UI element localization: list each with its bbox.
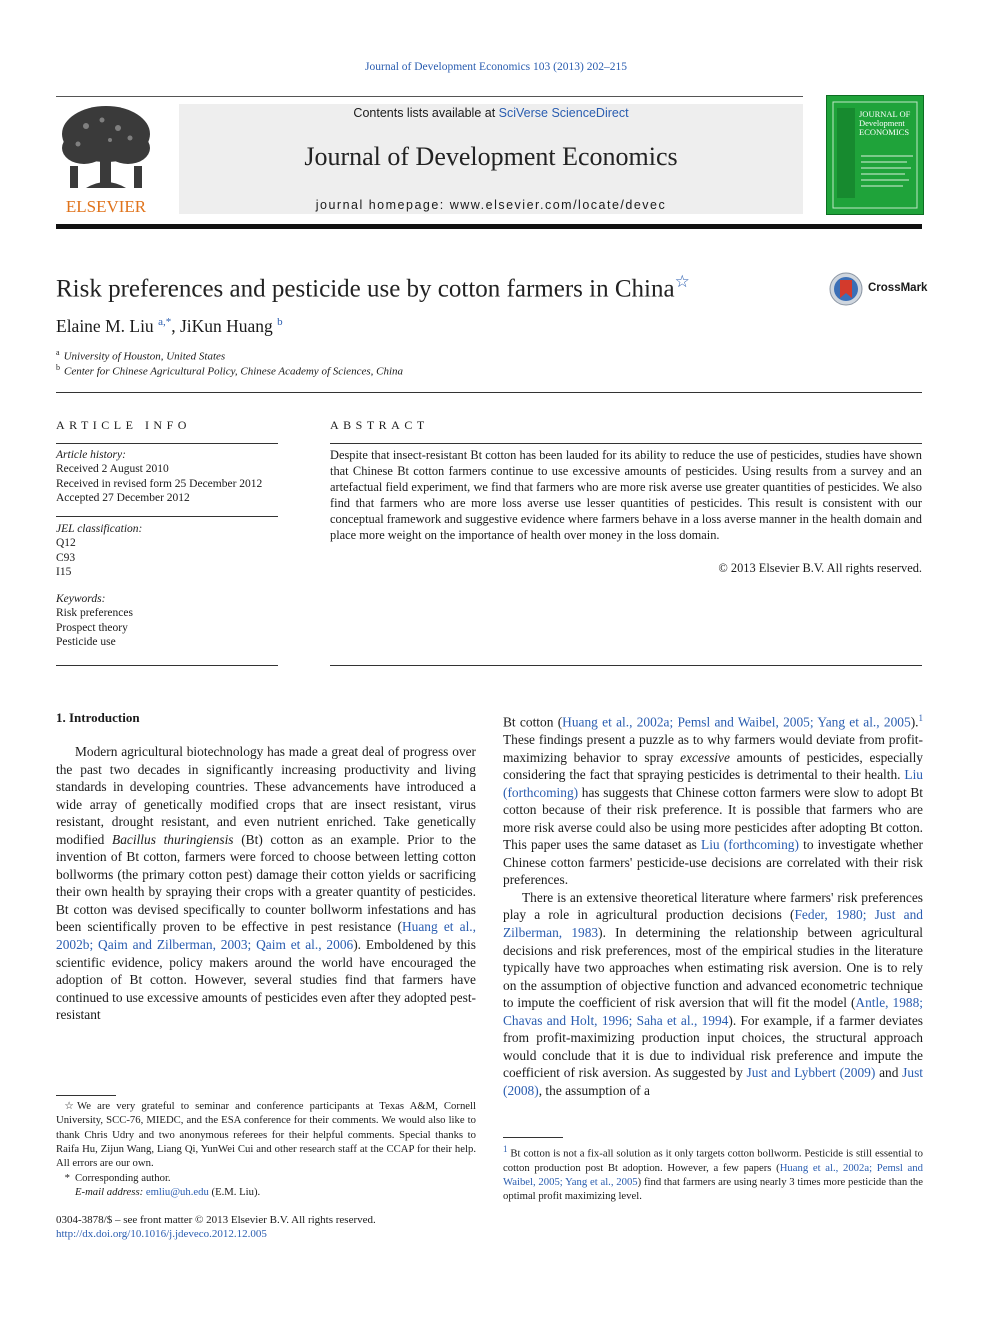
header-top-rule: [56, 96, 803, 97]
footnote-text: We are very grateful to seminar and conference participants at Texas A&M, Cornell University, SCC-76, MIEDC, and the ESA conference for their comments. We would also like to thank Chris Udry and two anonymous referees for their helpful comments. Special thanks to Raifa Hu, Zijun Wang, Liang Qi, YunWei Cui and other research staff at the CCAP for their help. All errors are our own.: [56, 1100, 476, 1170]
text-run: and: [875, 1065, 903, 1081]
paragraph: [503, 889, 923, 1100]
divider: [56, 443, 278, 444]
crossmark-badge[interactable]: [829, 271, 928, 307]
author-marks[interactable]: b: [277, 316, 283, 329]
text-run: Bt cotton is not a fix-all solution as it only targets cotton bollworm. Pesticide is still essential to cotton production post Bt adoption. However, a few papers (: [503, 1147, 923, 1174]
affiliation-text: University of Houston, United States: [63, 350, 226, 363]
paragraph: [503, 710, 923, 889]
article-history: [56, 448, 278, 505]
jel-code: C93: [56, 551, 76, 564]
text-run: ). For example, if a farmer deviates from profit-maximizing production input choices, the structural approach would conclude that it is due to individual risk preference and impute the coefficient of risk aversion. As suggested by: [503, 1012, 923, 1081]
footnote-email: [75, 1185, 475, 1199]
article-title-text: Risk preferences and pesticide use by cotton farmers in China: [56, 275, 675, 303]
jel-label: JEL classification:: [56, 523, 143, 535]
text-run: There is an extensive theoretical literature where farmers' risk preferences play a role in agricultural production decisions (: [503, 889, 923, 923]
history-item: Received 2 August 2010: [56, 463, 169, 476]
text-run: Modern agricultural biotechnology has made a great deal of progress over the past two decades in significantly increasing productivity and living standards in developing countries. These advancements have introduced a wide array of genetically modified crops that are insect resistant, virus resistant, drought resistant, and even nutrient enriched. Take genetically modified: [56, 744, 476, 847]
footnote-rule: [56, 1095, 116, 1096]
text-run: has suggests that Chinese cotton farmers were slow to adopt Bt cotton because of their risk preference. It is possible that farmers who are more risk averse could also be using more pesticides after adopting Bt cotton. This paper uses the same dataset as: [503, 784, 923, 853]
citation-link[interactable]: Huang et al., 2002b; Qaim and Zilberman, 2003; Qaim et al., 2006: [56, 919, 476, 953]
footnote-text: Corresponding author.: [75, 1172, 171, 1184]
footnote-ref[interactable]: 1: [918, 713, 923, 723]
body-column-left: [56, 743, 476, 1024]
text-run: Bt cotton (: [503, 714, 563, 730]
citation-link[interactable]: Huang et al., 2002a; Pemsl and Waibel, 2005; Yang et al., 2005: [562, 714, 911, 730]
italic-text: excessive: [680, 749, 730, 765]
elsevier-tree-icon: [56, 104, 156, 216]
elsevier-wordmark: ELSEVIER: [65, 197, 147, 216]
text-run: ). Emboldened by this scientific evidence, policy makers around the world have encouraged the adoption of Bt cotton. However, several studies find that farmers have continued to use excessive amounts of pesticides even after they adopted pest-resistant: [56, 937, 476, 1023]
text-run: (Bt) cotton as an example. Prior to the invention of Bt cotton, farmers were forced to choose between letting cotton bollworms (the primary cotton pest) damage their cotton yields or sacrificing their own health by spraying their crops with a greater quantity of pesticides. Bt cotton was devised specifically to counter bollworm infestations and has been scientifically proven to be effective in pest resistance (: [56, 831, 476, 935]
citation-link[interactable]: Just and Lybbert (2009): [746, 1065, 876, 1081]
citation-link[interactable]: Liu (forthcoming): [503, 767, 923, 800]
text-run: ) find that farmers are using nearly 3 times more pesticide than the optimal profit maximizing level.: [503, 1176, 923, 1203]
author-separator: ,: [171, 316, 180, 336]
abstract-copyright: © 2013 Elsevier B.V. All rights reserved.: [718, 561, 922, 575]
section-heading: 1. Introduction: [56, 710, 140, 725]
affiliation-text: Center for Chinese Agricultural Policy, Chinese Academy of Sciences, China: [64, 365, 404, 378]
author-marks[interactable]: a,*: [158, 316, 172, 329]
front-matter: [56, 1213, 376, 1241]
citation-link[interactable]: Antle, 1988; Chavas and Holt, 1996; Saha et al., 1994: [503, 995, 923, 1028]
keywords: [56, 592, 278, 649]
cover-title: JOURNAL OF Development ECONOMICS: [859, 109, 911, 137]
doi-link[interactable]: http://dx.doi.org/10.1016/j.jdeveco.2012.12.005: [56, 1228, 267, 1240]
citation-link[interactable]: Feder, 1980; Just and Zilberman, 1983: [503, 907, 923, 941]
text-run: , the assumption of a: [538, 1082, 650, 1098]
author-name: JiKun Huang: [179, 316, 273, 336]
keyword: Prospect theory: [56, 621, 128, 634]
footnote-1: [503, 1142, 923, 1204]
journal-cover-thumbnail[interactable]: [826, 95, 924, 215]
keyword: Pesticide use: [56, 635, 116, 648]
text-run: to investigate whether Chinese cotton farmers' pesticide-use decisions are correlated with their risk preferences.: [503, 837, 923, 888]
history-item: Received in revised form 25 December 2012: [56, 477, 263, 490]
keyword: Risk preferences: [56, 607, 133, 620]
abstract-text: Despite that insect-resistant Bt cotton has been lauded for its ability to reduce the use of pesticides, studies have shown that Chinese Bt cotton farmers continue to use excessive amounts of pesticides. Using results from a survey and an artefactual field experiment, we find that farmers who are more risk averse use greater quantities of pesticides. We also find that farmers who are more loss averse use lesser quantities of pesticides. This result is consistent with our conceptual framework and suggestive evidence where farmers behave in a loss averse manner in the health domain and place more weight on the importance of health over money in the loss domain.: [330, 448, 922, 543]
author-name: Elaine M. Liu: [56, 316, 154, 336]
divider: [56, 516, 278, 517]
affiliation-mark: b: [56, 363, 60, 372]
divider: [56, 665, 278, 666]
keywords-label: Keywords:: [56, 593, 106, 605]
divider: [330, 443, 922, 444]
journal-homepage[interactable]: journal homepage: www.elsevier.com/locate/devec: [315, 198, 667, 212]
journal-name: Journal of Development Economics: [304, 142, 678, 171]
history-label: Article history:: [56, 449, 126, 461]
text-run: ).: [910, 714, 919, 730]
email-suffix: (E.M. Liu).: [208, 1186, 261, 1198]
paragraph: [56, 743, 476, 1024]
contents-prefix: Contents lists available at: [353, 106, 499, 120]
affiliation: [56, 363, 403, 378]
affiliation: [56, 348, 225, 363]
jel-classification: [56, 522, 278, 579]
citation-link[interactable]: Liu (forthcoming): [701, 837, 799, 853]
footnote-corresponding: [56, 1171, 476, 1185]
footnote-mark: *: [64, 1172, 70, 1184]
crossmark-icon: [829, 271, 863, 307]
footnote-acknowledgement: [56, 1099, 476, 1170]
text-run: These findings present a puzzle as to why farmers would deviate from profit-maximizing behavior to spray: [503, 732, 923, 765]
email-link[interactable]: emliu@uh.edu: [145, 1186, 209, 1198]
issn-line: 0304-3878/$ – see front matter © 2013 Elsevier B.V. All rights reserved.: [56, 1214, 376, 1226]
crossmark-label: CrossMark: [868, 282, 928, 294]
footnote-rule: [503, 1137, 563, 1138]
citation-link[interactable]: Just (2008): [503, 1065, 924, 1098]
elsevier-logo: [56, 104, 156, 216]
author-list: [56, 316, 283, 337]
header-thick-rule: [56, 224, 922, 229]
affiliation-mark: a: [56, 348, 60, 357]
footnote-ref[interactable]: 1: [503, 1144, 508, 1154]
text-run: ). In determining the relationship between agricultural decisions and risk preferences, most of the empirical studies in the literature typically have two approaches when estimating risk aversion. One is to rely on the assumption of objective function and advanced econometric technique to impute the coefficient of risk aversion that will fit the model (: [503, 925, 923, 1011]
italic-text: Bacillus thuringiensis: [112, 831, 234, 847]
email-label: E-mail address:: [75, 1186, 144, 1198]
abstract-heading: ABSTRACT: [330, 418, 429, 432]
sciencedirect-link[interactable]: SciVerse ScienceDirect: [498, 106, 629, 120]
footnote-mark: ☆: [64, 1100, 74, 1112]
body-column-right: [503, 710, 923, 1100]
divider: [330, 665, 922, 666]
citation-link[interactable]: Journal of Development Economics 103 (2013) 202–215: [365, 61, 627, 73]
jel-code: Q12: [56, 537, 76, 550]
article-title: [56, 272, 690, 303]
citation-link[interactable]: Huang et al., 2002a; Pemsl and Waibel, 2005; Yang et al., 2005: [503, 1161, 923, 1189]
journal-citation[interactable]: [0, 61, 992, 73]
article-info-heading: ARTICLE INFO: [56, 418, 191, 432]
history-item: Accepted 27 December 2012: [56, 491, 190, 504]
contents-line: [179, 106, 803, 120]
title-footnote-mark[interactable]: ☆: [674, 272, 690, 291]
journal-header-box: [179, 104, 803, 214]
divider: [56, 392, 922, 393]
jel-code: I15: [56, 565, 72, 578]
text-run: amounts of pesticides, especially considering the fact that spraying pesticides is detrimental to their health.: [503, 749, 923, 783]
